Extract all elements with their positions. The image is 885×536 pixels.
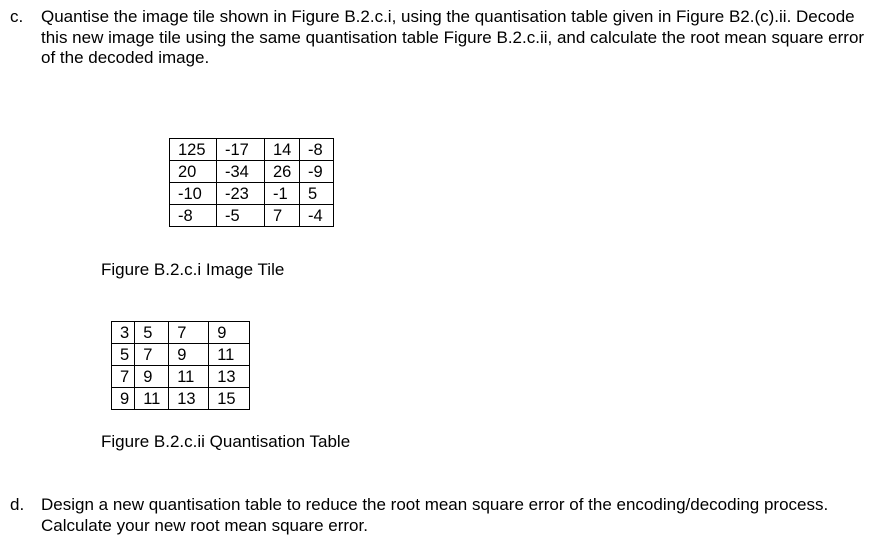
- table-row: [170, 139, 334, 161]
- table-cell: 5: [135, 322, 169, 344]
- quantisation-table: [111, 321, 250, 410]
- table-row: [170, 183, 334, 205]
- table-cell: 7: [169, 322, 209, 344]
- table-cell: 3: [112, 322, 135, 344]
- table-cell: 7: [135, 344, 169, 366]
- table-cell: 15: [209, 388, 250, 410]
- table-cell: 7: [265, 205, 300, 227]
- table-row: [112, 366, 250, 388]
- table-row: [112, 344, 250, 366]
- question-d-text: Design a new quantisation table to reduce the root mean square error of the encoding/decoding process. Calculate your new root mean square error.: [41, 495, 829, 535]
- table-cell: 9: [209, 322, 250, 344]
- table-row: [170, 161, 334, 183]
- table-cell: 9: [169, 344, 209, 366]
- table-cell: 5: [300, 183, 334, 205]
- question-c-letter: c.: [10, 7, 24, 26]
- image-tile-table: [169, 138, 334, 227]
- question-c: [10, 7, 870, 69]
- table-cell: 11: [135, 388, 169, 410]
- table-cell: -8: [300, 139, 334, 161]
- table-cell: 7: [112, 366, 135, 388]
- question-d-letter: d.: [10, 495, 25, 514]
- question-d: [10, 495, 870, 536]
- table-cell: 5: [112, 344, 135, 366]
- table-cell: 125: [170, 139, 217, 161]
- table-cell: 20: [170, 161, 217, 183]
- table-cell: 11: [169, 366, 209, 388]
- table-cell: -1: [265, 183, 300, 205]
- question-c-text: Quantise the image tile shown in Figure B.2.c.i, using the quantisation table given in Figure B2.(c).ii. Decode this new image tile using the same quantisation table Figure B.2.c.ii, and calculate the root mean square error of the decoded image.: [41, 7, 865, 67]
- table-cell: 11: [209, 344, 250, 366]
- table-row: [112, 322, 250, 344]
- table-cell: -9: [300, 161, 334, 183]
- table-cell: 9: [135, 366, 169, 388]
- table-row: [170, 205, 334, 227]
- table-row: [112, 388, 250, 410]
- table-cell: 14: [265, 139, 300, 161]
- table-cell: -8: [170, 205, 217, 227]
- table-cell: -10: [170, 183, 217, 205]
- table-cell: -5: [217, 205, 265, 227]
- table-cell: 13: [209, 366, 250, 388]
- table-cell: -4: [300, 205, 334, 227]
- table-cell: -17: [217, 139, 265, 161]
- table-cell: 26: [265, 161, 300, 183]
- table-cell: 9: [112, 388, 135, 410]
- table-cell: -34: [217, 161, 265, 183]
- quantisation-table-caption: Figure B.2.c.ii Quantisation Table: [101, 432, 351, 451]
- image-tile-caption: Figure B.2.c.i Image Tile: [101, 260, 285, 279]
- table-cell: -23: [217, 183, 265, 205]
- table-cell: 13: [169, 388, 209, 410]
